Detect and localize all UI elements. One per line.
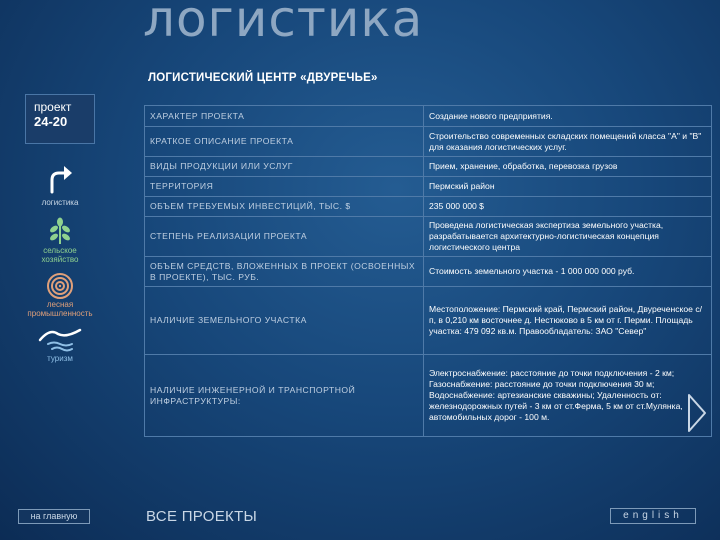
row-value: 235 000 000 $ [424,197,712,217]
row-key: СТЕПЕНЬ РЕАЛИЗАЦИИ ПРОЕКТА [145,217,424,257]
project-badge-code: 24-20 [34,114,68,129]
row-value: Прием, хранение, обработка, перевозка грузов [424,157,712,177]
sidebar-item-label: туризм [47,354,73,363]
table-row [145,106,712,127]
home-button[interactable]: на главную [18,509,90,524]
table-row [145,157,712,177]
table-row [145,355,712,437]
table-row [145,257,712,287]
sidebar-item-agriculture[interactable] [25,216,95,272]
sidebar-item-label: сельское хозяйство [41,246,79,264]
project-info-table [144,105,712,437]
row-value: Проведена логистическая экспертиза земельного участка, разрабатывается архитектурно-логистическая концепция логистического центра [424,217,712,257]
page-title: логистика [143,0,424,48]
plant-icon [45,216,75,246]
table-row [145,177,712,197]
next-arrow-icon[interactable] [686,393,708,433]
project-badge [25,94,95,144]
row-key: ОБЪЕМ ТРЕБУЕМЫХ ИНВЕСТИЦИЙ, ТЫС. $ [145,197,424,217]
row-key: НАЛИЧИЕ ЗЕМЕЛЬНОГО УЧАСТКА [145,287,424,355]
project-subtitle: ЛОГИСТИЧЕСКИЙ ЦЕНТР «ДВУРЕЧЬЕ» [148,72,378,84]
row-key: КРАТКОЕ ОПИСАНИЕ ПРОЕКТА [145,127,424,157]
row-key: НАЛИЧИЕ ИНЖЕНЕРНОЙ И ТРАНСПОРТНОЙ ИНФРАСТРУКТУРЫ: [145,355,424,437]
sidebar-item-label: логистика [41,198,79,207]
sidebar-item-logistics[interactable] [25,162,95,212]
table-row [145,127,712,157]
row-value: Местоположение: Пермский край, Пермский район, Двуреченское с/п, в 0,210 км восточнее д. Нестюково в 5 км от г. Перми. Площадь участка: 479 092 кв.м. Правообладатель: ЗАО "Север" [424,287,712,355]
row-key: ВИДЫ ПРОДУКЦИИ ИЛИ УСЛУГ [145,157,424,177]
english-language-button[interactable]: english [610,508,696,524]
row-value: Создание нового предприятия. [424,106,712,127]
sidebar-item-label: лесная промышленность [27,300,93,318]
table-row [145,287,712,355]
sidebar-item-tourism[interactable] [25,326,95,372]
row-value: Пермский район [424,177,712,197]
row-value: Строительство современных складских помещений класса "А" и "В" для оказания логистических услуг. [424,127,712,157]
mountain-waves-icon [38,326,82,352]
table-row [145,217,712,257]
row-value: Электроснабжение: расстояние до точки подключения - 2 км; Газоснабжение: расстояние до точки подключения 30 м; Водоснабжение: артезианские скважины; Удаленность от: железнодорожных путей - 3 км от ст.Ферма, 5 км от ст.Мулянка, автомобильных дорог - 100 м. [424,355,712,437]
table-row [145,197,712,217]
row-value: Стоимость земельного участка - 1 000 000 000 руб. [424,257,712,287]
row-key: ОБЪЕМ СРЕДСТВ, ВЛОЖЕННЫХ В ПРОЕКТ (ОСВОЕННЫХ В ПРОЕКТЕ), ТЫС. РУБ. [145,257,424,287]
all-projects-link[interactable]: ВСЕ ПРОЕКТЫ [146,508,258,525]
turn-arrow-icon [43,162,77,196]
sidebar-item-forestry[interactable] [25,272,95,322]
row-key: ХАРАКТЕР ПРОЕКТА [145,106,424,127]
tree-rings-icon [46,272,74,300]
row-key: ТЕРРИТОРИЯ [145,177,424,197]
project-badge-label: проект [34,100,72,114]
